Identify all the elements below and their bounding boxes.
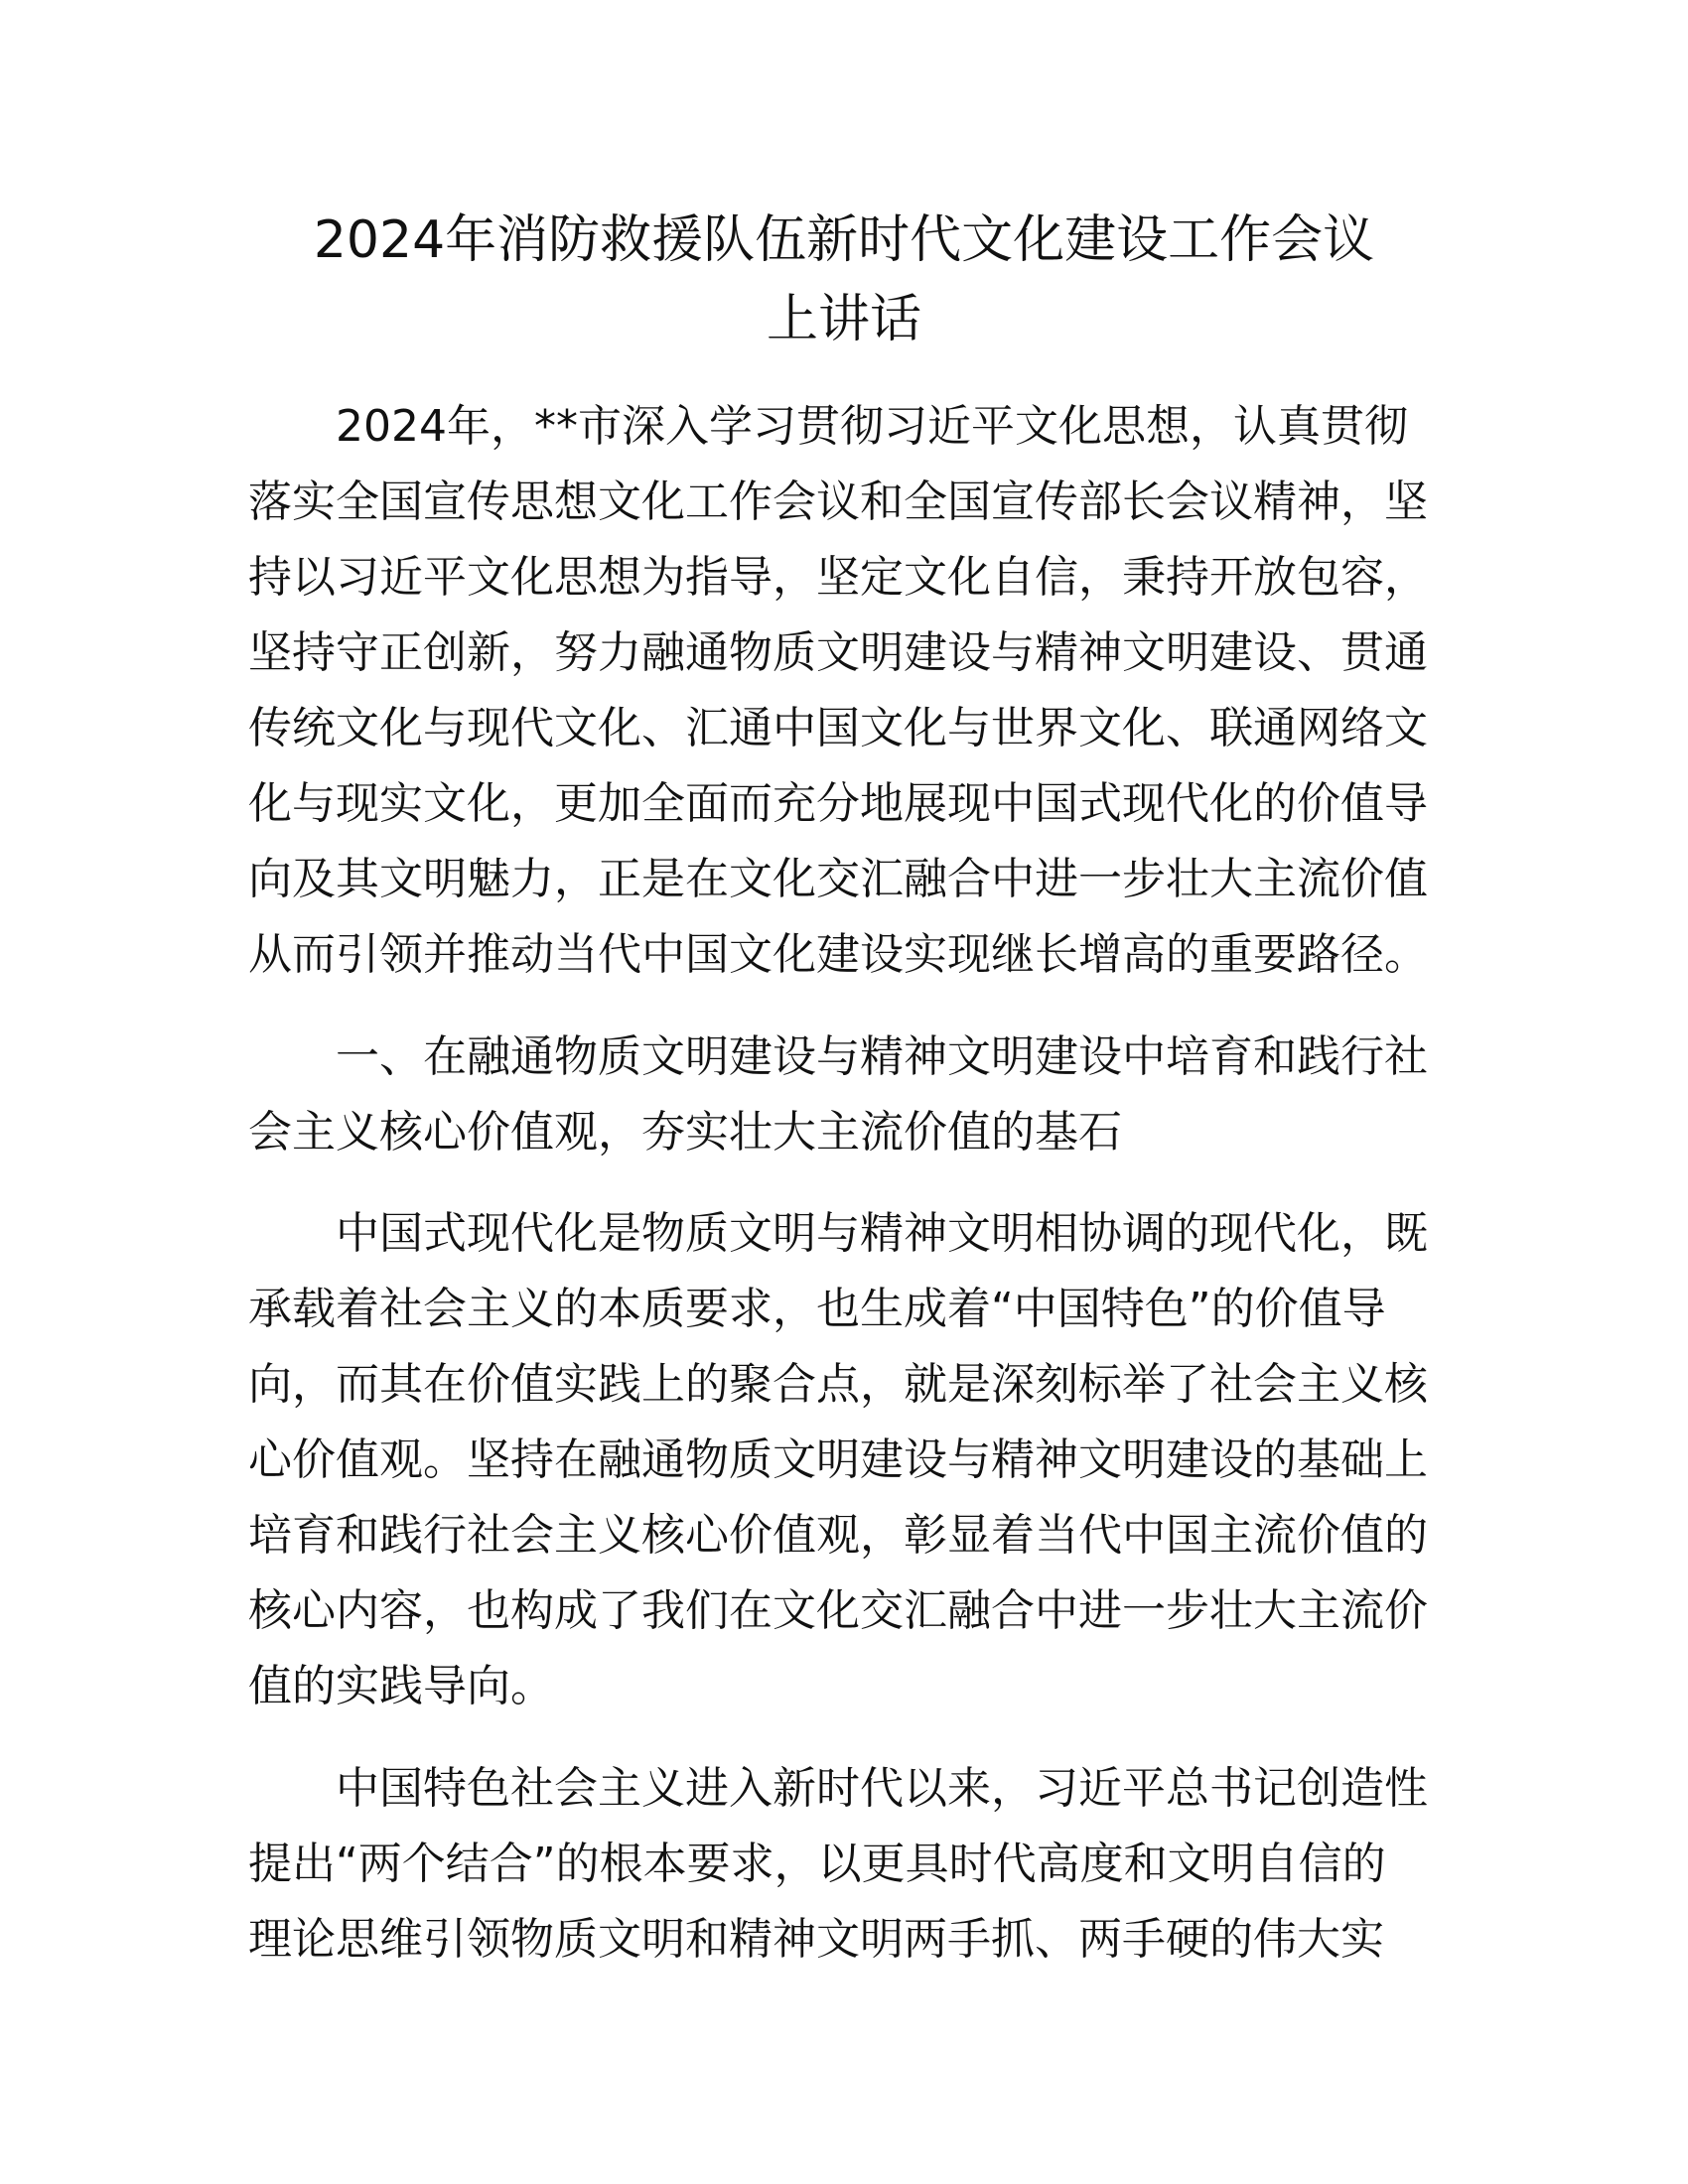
body-line: 承载着社会主义的本质要求，也生成着“中国特色”的价值导 [248, 1284, 1386, 1334]
body-line: 核心内容，也构成了我们在文化交汇融合中进一步壮大主流价 [248, 1585, 1428, 1636]
body-line: 中国式现代化是物质文明与精神文明相协调的现代化，既 [336, 1208, 1428, 1259]
document-title-line-2: 上讲话 [766, 290, 921, 349]
document-title-line-1: 2024年消防救援队伍新时代文化建设工作会议 [313, 210, 1375, 270]
section-heading-line: 一、在融通物质文明建设与精神文明建设中培育和践行社 [336, 1031, 1428, 1082]
body-line: 培育和践行社会主义核心价值观，彰显着当代中国主流价值的 [248, 1510, 1428, 1561]
body-line: 值的实践导向。 [248, 1661, 554, 1711]
body-line: 坚持守正创新，努力融通物质文明建设与精神文明建设、贯通 [248, 627, 1428, 678]
body-line: 提出“两个结合”的根本要求，以更具时代高度和文明自信的 [248, 1839, 1386, 1889]
body-line: 心价值观。坚持在融通物质文明建设与精神文明建设的基础上 [248, 1434, 1428, 1485]
body-line: 落实全国宣传思想文化工作会议和全国宣传部长会议精神，坚 [248, 477, 1428, 527]
body-line: 从而引领并推动当代中国文化建设实现继长增高的重要路径。 [248, 929, 1428, 980]
body-line: 持以习近平文化思想为指导，坚定文化自信，秉持开放包容， [248, 552, 1428, 603]
body-line: 向及其文明魅力，正是在文化交汇融合中进一步壮大主流价值 [248, 854, 1428, 904]
body-line: 中国特色社会主义进入新时代以来，习近平总书记创造性 [336, 1763, 1428, 1814]
body-line: 向，而其在价值实践上的聚合点，就是深刻标举了社会主义核 [248, 1359, 1428, 1410]
body-line: 理论思维引领物质文明和精神文明两手抓、两手硬的伟大实 [248, 1914, 1384, 1965]
body-line: 传统文化与现代文化、汇通中国文化与世界文化、联通网络文 [248, 703, 1428, 753]
body-line: 化与现实文化，更加全面而充分地展现中国式现代化的价值导 [248, 778, 1428, 829]
section-heading-line: 会主义核心价值观，夯实壮大主流价值的基石 [248, 1107, 1122, 1158]
body-line: 2024年，**市深入学习贯彻习近平文化思想，认真贯彻 [336, 401, 1408, 452]
